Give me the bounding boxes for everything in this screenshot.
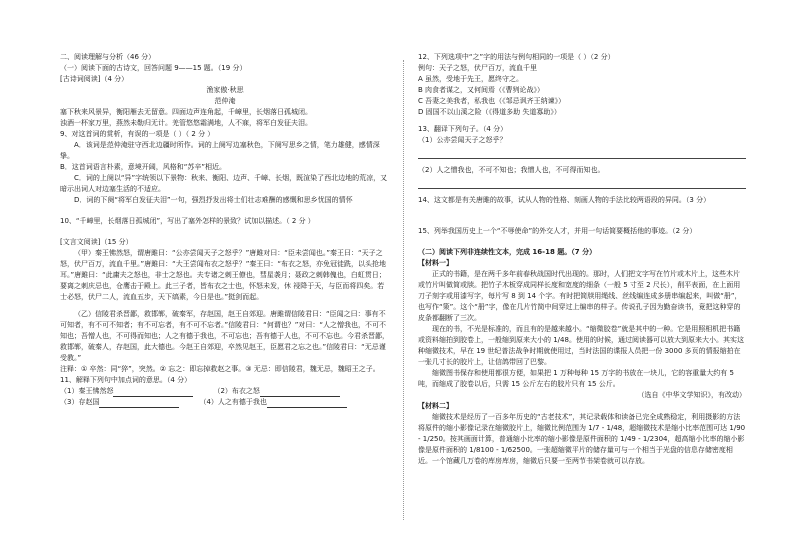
q9-option-a: A．该词是范仲淹驻守西北边疆时所作。词的上阕写边塞秋色，下阕写思乡之情，笔力雄健，感情深挚。 <box>60 141 380 160</box>
right-column <box>418 52 746 467</box>
material-1-source: （选自《中华文学知识》，有改动） <box>637 391 746 399</box>
left-column <box>60 52 390 408</box>
question-9: 9、对这首词的赏析，有误的一项是（ ）（ 2 分 ） <box>60 130 215 138</box>
q12-option-b: B 肉食者谋之，又何间焉（《曹刿论战》） <box>418 86 545 94</box>
material-2-label: 【材料二】 <box>418 402 453 410</box>
material-1-para: 缩微图书保存和使用都很方便，如果把 1 万种每种 15 万字的书放在一块儿，它的容重量大约有 5 吨，而缩成了胶卷以后，只需 15 公斤左右的胶片只有 15 公斤。 <box>418 369 734 388</box>
answer-line[interactable] <box>418 178 746 189</box>
passage-notes: 注释：① 卒然：同“猝”，突然。② 忘之：即忘掉救赵之事。③ 无忌：即信陵君，魏无忌，魏昭王之子。 <box>60 365 380 373</box>
q11-row <box>60 386 390 397</box>
column-divider <box>403 60 404 520</box>
q11-item: （2）布衣之怒 <box>213 386 339 397</box>
question-14: 14、这文都是有关唐雎的故事，试从人物的性格、刻画人物的手法比较两语段的异同。（3 分） <box>418 196 711 204</box>
question-12: 12、下列选项中“之”字的用法与例句相同的一项是（ ）（2 分） <box>418 53 615 61</box>
material-1-para: 现在的书，不光是标准的，而且有的是越来越小。“缩微胶卷”就是其中的一种。它是用照相机把书籍或资料缩拍到胶卷上，一般缩到原来大小的 1/48。使用的时候，通过阅读器可以放大到原来大小。其实这种缩微技术，早在 19 世纪普法战争时期就使用过，当时法国的谍报人员把一份 3000 多页的情报缩拍在一张几寸长的胶片上，让信鸽带回了巴黎。 <box>418 325 744 366</box>
q11-item: （4）人之有德于我也 <box>199 397 346 408</box>
classical-tag: [文言文阅读]（15 分） <box>60 238 133 246</box>
material-1-para: 正式的书籍，是在两千多年前春秋战国时代出现的。那时，人们把文字写在竹片或木片上，这些木片或竹片叫做简或牍。把竹子木板穿成同样长度和宽度的细条（一般 5 寸至 2 尺长），削平表面，在上面用刀子刻字或用漆写字，每片写 8 到 14 个字。有时把简牍用绳线、丝线编连成多册串编起来，叫做“册”，也写作“策”。这个“册”字，像在几片竹简中间穿过上编串的样子。传说孔子因为勤奋读书，竟把这种穿的皮条都翻断了三次。 <box>418 270 742 322</box>
material-2-para: 缩微技术是经历了一百多年历史的“古老技术”，其记录载体和读备已完全成熟稳定，利用摄影的方法将原件的缩小影像记录在缩微胶片上，缩微比例范围为 1/7 - 1/48，超缩微技术是缩小比率范围可达 1/90 - 1/250。按其画面计算，普通缩小比率的缩小影像是原件面积的 1/49 - 1/2304，超高缩小比率的缩小影像是原件面积的 1/8100 - 1/62500。一张超缩微平片的储存量可与一个相当于光盘的信息存储密度相近。一个馆藏几万卷的库房库房，缩微后只要一至两节书架卷就可以存放。 <box>418 413 746 465</box>
q11-row <box>60 397 390 408</box>
material-1-label: 【材料一】 <box>418 259 453 267</box>
poem-tag: [古诗词阅读]（4 分） <box>60 75 129 83</box>
q13-item: （1）公亦尝闻天子之怒乎？ <box>418 136 507 144</box>
poem-title: 渔家傲·秋思 <box>206 86 244 94</box>
answer-line[interactable] <box>418 148 746 159</box>
q12-option-a: A 虽然，受地于先王，愿终守之。 <box>418 75 524 83</box>
q12-example: 例句：天子之怒，伏尸百万，流血千里 <box>418 64 537 72</box>
subsection-title: （二）阅读下列非连续性文本，完成 16-18 题。（7 分） <box>418 248 597 256</box>
poem-author: 范仲淹 <box>214 97 236 105</box>
question-15: 15、列举我国历史上一个“不辱使命”的外交人才，并用一句话简要概括他的事迹。（2 分） <box>418 227 697 235</box>
q9-option-c: C．词的上阕以“异”字统领以下景物：秋来、衡阳、边声、千嶂、长烟，既渲染了西北边地的荒凉，又暗示出词人对边塞生活的不适应。 <box>60 174 388 193</box>
q9-option-d: D．词的下阕“将军白发征夫泪”一句，强烈抒发出将士们壮志难酬的感慨和思乡忧国的情怀 <box>74 196 353 204</box>
q12-option-c: C 吾妻之美我者，私我也（《邹忌讽齐王纳谏》） <box>418 97 566 105</box>
section-title: 二、阅读理解与分析（46 分） <box>60 53 156 61</box>
q12-option-d: D 固国不以山溪之险（《得道多助 失道寡助》） <box>418 108 561 116</box>
passage-jia: （甲）秦王怫然怒，谓唐雎曰：“公亦尝闻天子之怒乎？”唐雎对曰：“臣未尝闻也。”秦王曰：“天子之怒，伏尸百万，流血千里。”唐雎曰：“大王尝闻布衣之怒乎？”秦王曰：“布衣之怒，亦免冠徒跣，以头抢地耳。”唐雎曰：“此庸夫之怒也，非士之怒也。夫专诸之刺王僚也，彗星袭月；聂政之刺韩傀也，白虹贯日；要离之刺庆忌也，仓鹰击于殿上。此三子者，皆布衣之士也，怀怒未发，休 祲降于天，与臣而将四矣。若士必怒，伏尸二人，流血五步，天下缟素，今日是也。”挺剑而起。 <box>60 249 387 301</box>
answer-blank[interactable] <box>267 399 347 408</box>
passage-yi: （乙）信陵君杀晋鄙，救邯郸，破秦军，存赵国，赵王自郊迎。唐雎谓信陵君曰：“臣闻之曰：事有不可知者，有不可不知者；有不可忘者，有不可不忘者。”信陵君曰：“何谓也？”对曰：“人之憎我也，不可不知也；吾憎人也，不可得而知也；人之有德于我也，不可忘也；吾有德于人也，不可不忘也。今君杀晋鄙，救邯郸，破秦人，存赵国，此大德也。今赵王自郊迎，卒然见赵王，臣愿君之忘之也。”信陵君曰：“无忌谨受教。” <box>60 310 389 362</box>
answer-blank[interactable] <box>260 388 340 397</box>
q9-option-b: B．这首词语言朴素，意境开阔，风格和“苏辛”相近。 <box>60 163 227 171</box>
question-10: 10、“千嶂里，长烟落日孤城闭”，写出了塞外怎样的景致？试加以描述。（ 2 分 ） <box>60 217 315 225</box>
answer-blank[interactable] <box>99 399 179 408</box>
q11-item: （1）秦王怫然怒 <box>60 386 193 397</box>
poem-line: 浊酒一杯家万里，燕然未勒归无计。羌管悠悠霜满地，人不寐，将军白发征夫泪。 <box>60 119 312 127</box>
poem-line: 塞下秋来风景异，衡阳雁去无留意。四面边声连角起，千嶂里，长烟落日孤城闭。 <box>60 108 312 116</box>
subsection-title: （一）阅读下面的古诗文，回答问题 9——15 题。（19 分） <box>60 64 247 72</box>
question-13: 13、翻译下列句子。（4 分） <box>418 125 508 133</box>
answer-blank[interactable] <box>113 388 193 397</box>
q13-item: （2）人之憎我也，不可不知也；我憎人也，不可得而知也。 <box>418 166 605 174</box>
question-11: 11、解释下列句中加点词的意思。（4 分） <box>60 376 192 384</box>
q11-item: （3）存赵国 <box>60 397 179 408</box>
